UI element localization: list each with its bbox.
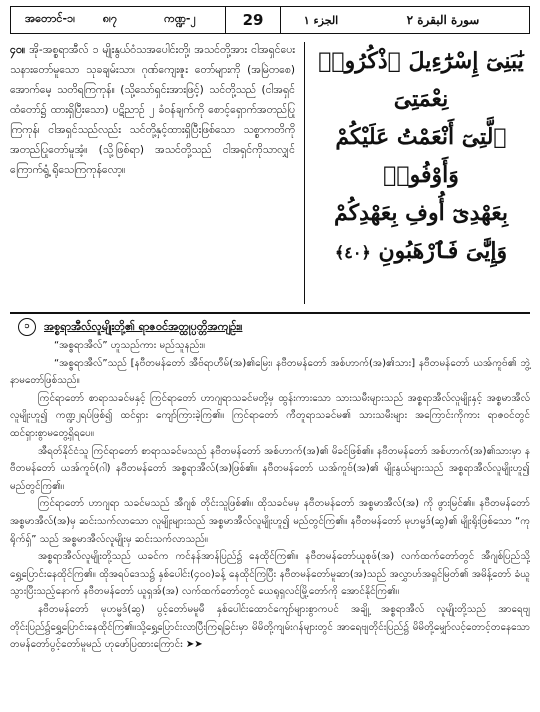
section-divider — [10, 312, 530, 314]
arabic-line-3: بِعَهْدِىٓ أُوفِ بِعَهْدِكُمْ — [333, 200, 509, 226]
commentary-paragraph: “အစ္စရာအီလ်”သည် [နဗီတမန်တော် အီဗ်ရာဟီမ်(အ)၏မြေး၊ နဗီတမန်တော် အစ်ဟာက်(အ)၏သား] နဗီတမန်တော် ယအ်ကူဗ်၏ ဘွဲ့နာမတော်ဖြစ်သည်။ — [10, 357, 530, 387]
section-number: ၁ — [18, 318, 36, 336]
commentary-paragraph: ကြင်ရာတော် ဟာဂျရာ သခင်မသည် အီဂျစ် တိုင်းသူဖြစ်၏။ ထိုသခင်မမှ နဗီတမန်တော် အစ္စမာအီလ်(အ) ကို ဖွားမြင်၏။ နဗီတမန်တော် အစ္စမာအီလ်(အ)မှ ဆင်းသက်လာသော လူမျိုးများသည် အစ္စမာအီလ်လူမျိုးဟူ၍ မည်တွင်ကြ၏။ နဗီတမန်တော် မုဟမ္မဒ်(ဆွ)၏ မျိုးရိုးဖြစ်သော “ကုရိုက်ရှ်” သည် အစ္စမာအီလ်လူမျိုးမှ ဆင်းသက်လာသည်။ — [10, 498, 530, 545]
translation-text: အို-အစ္စရာအီလ် ၁ မျိုးနွယ်ဝံသအပေါင်းတို့၊ အသင်တို့အား ငါအရှင်ပေးသနားတော်မူသော သုခချမ်းသာ၊ ဂုဏ်ကျေးဇူး တော်များကို (အမြဲတစေ) အောက်မေ့ သတိရကြကုန်။ (သို့သော်ရှင်းအားဖြင့်) သင်တို့သည် (ငါအရှင်ထံတော်၌ ထားရှိပြီးသော) ပဋိညာဉ် ၂ ခံဝန်ချက်ကို စောင့်ရှောက်အတည်ပြုကြကုန်၊ ငါအရှင်သည်လည်း သင်တို့နှင့်ထားရှိပြီးဖြစ်သော သစ္စာကတိကို အတည်ပြုတော်မူအံ့။ (သို့ဖြစ်ရာ) အသင်တို့သည် ငါအရှင်ကိုသာလျှင်ကြောက်ရွံ့ ရိုသေကြကုန်လော့။ — [10, 44, 295, 176]
commentary-paragraph: “အစ္စရာအီလ်” ဟူသည်ကား မည်သူနည်း။ — [54, 340, 205, 351]
verse-translation — [10, 40, 295, 180]
commentary-paragraph: အစ္စရာအီလ်လူမျိုးတို့သည် ယခင်က ကင်နန်အာန်ပြည်၌ နေထိုင်ကြ၏။ နဗီတမန်တော်ယူစုဖ်(အ) လက်ထက်တော်တွင် အီဂျစ်ပြည်သို့ ရွှေ့ပြောင်းနေထိုင်ကြ၏။ ထိုအရပ်ဒေသ၌ နှစ်ပေါင်း(၄၀၀)ခန့် နေထိုင်ကြပြီး နဗီတမန်တော်မူဆာ(အ)သည် အလွှာဟ်အရှင်မြတ်၏ အမိန့်တော် ခံယူသွားပြီးသည့်နောက် နဗီတမန်တော် ယူရှအ်(အ) လက်ထက်တော်တွင် ယေရုရှလင်မြို့တော်ကို အောင်နိုင်ကြ၏။ — [10, 551, 530, 598]
commentary-heading — [10, 318, 530, 336]
arabic-verse — [312, 42, 530, 272]
commentary — [10, 318, 530, 654]
arabic-line-2: ٱلَّتِىٓ أَنْعَمْتُ عَلَيْكُمْ وَأَوْفُوا۟ — [335, 124, 507, 188]
arabic-line-1: يَٰبَنِىٓ إِسْرَٰٓءِيلَ ٱذْكُرُوا۟ نِعْمَتِىَ — [318, 48, 524, 112]
commentary-paragraph: ကြင်ရာတော် စာရာသခင်မနှင့် ကြင်ရာတော် ဟာဂျရာသခင်မတို့မှ ထွန်းကားသော သားသမီးများသည် အစ္စရာအီလ်လူမျိုးနှင့် အစ္စမာအီလ်လူမျိုးဟူ၍ ကဏ္ဍ၂ရပ်ဖြစ်၍ ထင်ရှား ကျော်ကြားခဲ့ကြ၏။ ကြင်ရာတော် ကီတူရာသခင်မ၏ သားသမီးများ အကြောင်းကိုကား ရာဇဝင်တွင် ထင်ရှားစွာမတွေ့ရှိရပေ။ — [10, 392, 530, 439]
volume-label: အတောင်-၁၊ — [25, 12, 75, 25]
page-number: 29 — [225, 7, 281, 33]
verse-block — [10, 38, 530, 308]
section-title: အစ္စရာအီလ်လူမျိုးတို့၏ ရာဇဝင်အတ္ထုပ္ပတ္တိအကျဉ်း။ — [44, 320, 243, 334]
chapter-number: ၈၊၇ — [102, 12, 118, 25]
page-header — [10, 6, 530, 34]
arabic-line-4: وَإِيَّٰىَ فَٱرْهَبُونِ — [378, 238, 508, 264]
section-label: ကဏ္ဍ-၂ — [164, 12, 196, 25]
verse-number: ၄၀။ — [10, 44, 26, 56]
commentary-paragraph: အီရတ်နိုင်ငံသူ ကြင်ရာတော် စာရာသခင်မသည် နဗီတမန်တော် အစ်ဟာက်(အ)၏ မိခင်ဖြစ်၏။ နဗီတမန်တော် အစ်ဟာက်(အ)၏သားမှာ နဗီတမန်တော် ယအ်ကူဗ်(ဂါ) နဗီတမန်တော် အစ္စရာအီလ်(အ)ဖြစ်၏။ နဗီတမန်တော် ယအ်ကူဗ်(အ)၏ မျိုးနွယ်များသည် အစ္စရာအီလ်လူမျိုးဟူ၍ မည်တွင်ကြ၏။ — [10, 445, 530, 492]
surah-label: سورة البقرة ٢ — [406, 13, 480, 27]
commentary-paragraph: နဗီတမန်တော် မုဟမ္မဒ်(ဆွ) ပွင့်တော်မမူမီ နှစ်ပေါင်းထောင်ကျော်များစွာကပင် အချို့ အစ္စရာအီလ် လူမျိုးတို့သည် အာရေဗျတိုင်းပြည်၌ရွှေ့ပြောင်းနေထိုင်ကြ၏။သို့ရွှေ့ပြောင်းလာပြီးကြရခြင်းမှာ မိမိတို့ကျမ်းဂန်များတွင် အာရေဗျတိုင်းပြည်၌ မိမိတို့မျှော်လင့်တောင့်တနေသော တမန်တော်ပွင့်တော်မူမည် ဟုဖော်ပြထားကြောင်း ➤➤ — [10, 603, 530, 651]
verse-end-marker: ﴿٤٠﴾ — [334, 243, 371, 262]
juz-label: الجزء ١ — [303, 13, 339, 27]
column-divider — [304, 42, 305, 304]
